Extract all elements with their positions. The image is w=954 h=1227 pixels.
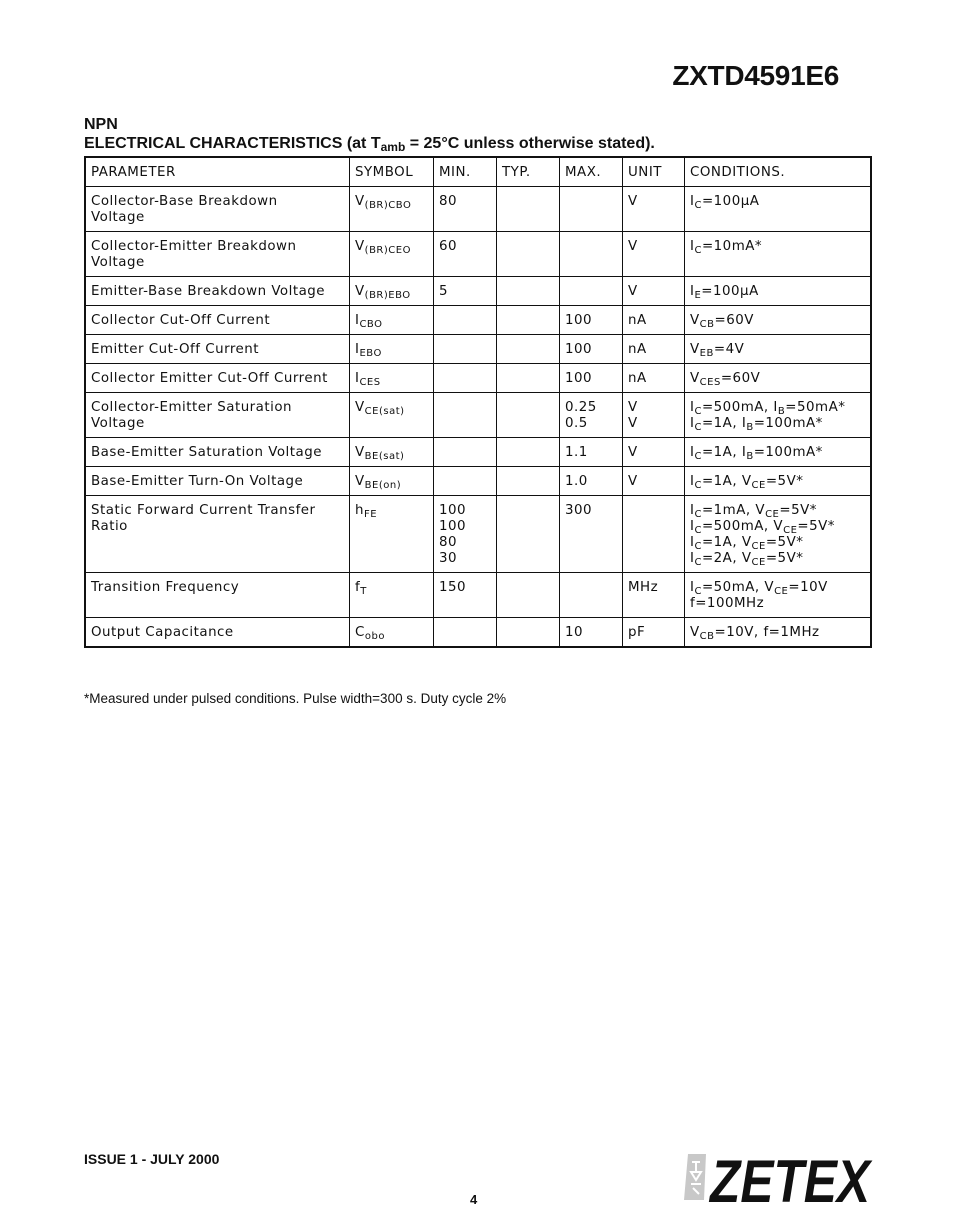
min-cell <box>434 335 497 364</box>
electrical-characteristics-table <box>84 156 872 648</box>
condition-text: =100μA <box>701 194 760 209</box>
conditions-cell <box>685 187 872 232</box>
condition-text: =4V <box>713 342 745 357</box>
section-heading <box>84 115 655 153</box>
symbol-cell <box>350 335 434 364</box>
table-row <box>85 467 871 496</box>
condition-subscript: C <box>694 422 702 433</box>
min-cell: 80 <box>434 187 497 232</box>
condition-subscript: C <box>694 557 702 568</box>
symbol-subscript: (BR)CBO <box>364 200 412 211</box>
condition-text: =1A, V <box>701 474 752 489</box>
unit-cell: V V <box>623 393 685 438</box>
symbol-letter: C <box>355 625 365 640</box>
condition-text: V <box>690 625 700 640</box>
typ-cell <box>497 277 560 306</box>
condition-text: I <box>690 503 695 518</box>
symbol-cell <box>350 467 434 496</box>
symbol-letter: I <box>355 371 360 386</box>
max-cell: 10 <box>560 618 623 648</box>
symbol-letter: V <box>355 445 365 460</box>
conditions-cell <box>685 232 872 277</box>
condition-text: I <box>690 445 695 460</box>
typ-cell <box>497 573 560 618</box>
table-row <box>85 277 871 306</box>
unit-cell: nA <box>623 306 685 335</box>
parameter-cell: Collector-Base Breakdown Voltage <box>85 187 350 232</box>
unit-cell: pF <box>623 618 685 648</box>
unit-cell <box>623 496 685 573</box>
condition-text: =5V* <box>797 519 836 534</box>
min-cell: 150 <box>434 573 497 618</box>
symbol-subscript: CBO <box>359 319 383 330</box>
condition-subscript: C <box>694 245 702 256</box>
typ-cell <box>497 393 560 438</box>
condition-text: =50mA* <box>785 400 846 415</box>
unit-cell: V <box>623 438 685 467</box>
condition-text: I <box>690 416 695 431</box>
symbol-subscript: CE(sat) <box>364 406 405 417</box>
symbol-subscript: (BR)EBO <box>364 290 411 301</box>
condition-text: I <box>690 474 695 489</box>
min-cell <box>434 438 497 467</box>
parameter-cell: Collector-Emitter Saturation Voltage <box>85 393 350 438</box>
unit-cell: V <box>623 277 685 306</box>
condition-text: =2A, V <box>701 551 752 566</box>
footnote: *Measured under pulsed conditions. Pulse width=300 s. Duty cycle 2% <box>84 691 507 706</box>
symbol-letter: V <box>355 239 365 254</box>
max-cell: 1.1 <box>560 438 623 467</box>
header-max: MAX. <box>560 157 623 187</box>
unit-cell: V <box>623 467 685 496</box>
conditions-cell <box>685 393 872 438</box>
condition-subscript: B <box>746 422 754 433</box>
unit-cell: MHz <box>623 573 685 618</box>
symbol-letter: h <box>355 503 364 518</box>
table-row <box>85 573 871 618</box>
condition-text: =5V* <box>779 503 817 518</box>
parameter-cell: Transition Frequency <box>85 573 350 618</box>
min-cell <box>434 364 497 393</box>
symbol-subscript: obo <box>364 631 385 642</box>
header-symbol: SYMBOL <box>350 157 434 187</box>
condition-subscript: C <box>694 509 702 520</box>
parameter-cell: Static Forward Current Transfer Ratio <box>85 496 350 573</box>
parameter-cell: Emitter Cut-Off Current <box>85 335 350 364</box>
symbol-subscript: FE <box>364 509 378 520</box>
part-number: ZXTD4591E6 <box>672 60 839 91</box>
condition-subscript: CE <box>765 509 780 520</box>
condition-text: =10mA* <box>701 239 763 254</box>
max-cell: 0.25 0.5 <box>560 393 623 438</box>
table-body <box>85 187 871 648</box>
condition-subscript: C <box>694 525 702 536</box>
typ-cell <box>497 335 560 364</box>
condition-text: I <box>690 519 695 534</box>
parameter-cell: Collector-Emitter Breakdown Voltage <box>85 232 350 277</box>
issue-date: ISSUE 1 - JULY 2000 <box>84 1151 220 1167</box>
condition-text: =60V <box>720 371 761 386</box>
parameter-cell: Emitter-Base Breakdown Voltage <box>85 277 350 306</box>
table-row <box>85 187 871 232</box>
parameter-cell: Output Capacitance <box>85 618 350 648</box>
typ-cell <box>497 618 560 648</box>
conditions-cell <box>685 277 872 306</box>
condition-text: f=100MHz <box>690 596 765 611</box>
condition-text: =10V, f=1MHz <box>714 625 820 640</box>
condition-subscript: C <box>694 541 702 552</box>
condition-subscript: B <box>777 406 786 417</box>
condition-text: I <box>690 535 695 550</box>
condition-text: =5V* <box>765 535 804 550</box>
condition-text: V <box>690 371 700 386</box>
table-header-row <box>85 157 871 187</box>
condition-subscript: CE <box>751 480 766 491</box>
condition-subscript: C <box>694 451 702 462</box>
header-unit: UNIT <box>623 157 685 187</box>
symbol-letter: f <box>355 580 361 595</box>
title-prefix: ELECTRICAL CHARACTERISTICS (at T <box>84 135 381 152</box>
typ-cell <box>497 306 560 335</box>
min-cell <box>434 306 497 335</box>
parameter-cell: Collector Cut-Off Current <box>85 306 350 335</box>
condition-text: =100mA* <box>753 416 823 431</box>
max-cell <box>560 277 623 306</box>
symbol-letter: V <box>355 474 365 489</box>
condition-subscript: B <box>746 451 754 462</box>
condition-text: =1mA, V <box>701 503 766 518</box>
min-cell <box>434 393 497 438</box>
zetex-logo <box>682 1148 874 1215</box>
condition-text: I <box>690 580 695 595</box>
table-row <box>85 364 871 393</box>
condition-text: =50mA, V <box>701 580 775 595</box>
symbol-subscript: (BR)CEO <box>364 245 411 256</box>
header-conditions: CONDITIONS. <box>685 157 872 187</box>
condition-text: =100mA* <box>753 445 823 460</box>
condition-subscript: CES <box>699 377 721 388</box>
header-min: MIN. <box>434 157 497 187</box>
table-row <box>85 335 871 364</box>
condition-text: =1A, I <box>701 416 747 431</box>
symbol-letter: V <box>355 284 365 299</box>
condition-text: =1A, V <box>701 535 752 550</box>
conditions-cell <box>685 618 872 648</box>
min-cell <box>434 467 497 496</box>
symbol-subscript: T <box>360 586 367 597</box>
symbol-cell <box>350 393 434 438</box>
unit-cell: nA <box>623 364 685 393</box>
table-row <box>85 393 871 438</box>
conditions-cell <box>685 306 872 335</box>
symbol-cell <box>350 438 434 467</box>
conditions-cell <box>685 573 872 618</box>
condition-subscript: C <box>694 200 702 211</box>
min-cell: 5 <box>434 277 497 306</box>
symbol-letter: V <box>355 400 365 415</box>
condition-text: =500mA, I <box>701 400 778 415</box>
symbol-letter: I <box>355 342 360 357</box>
condition-subscript: CE <box>751 541 766 552</box>
unit-cell: nA <box>623 335 685 364</box>
symbol-cell <box>350 306 434 335</box>
min-cell: 100 100 80 30 <box>434 496 497 573</box>
typ-cell <box>497 232 560 277</box>
logo-emblem <box>684 1154 706 1200</box>
condition-text: I <box>690 239 695 254</box>
condition-text: =100μA <box>701 284 759 299</box>
table-row <box>85 618 871 648</box>
title-subscript: amb <box>380 140 406 154</box>
min-cell <box>434 618 497 648</box>
symbol-letter: V <box>355 194 365 209</box>
condition-subscript: CB <box>699 319 715 330</box>
symbol-cell <box>350 187 434 232</box>
condition-text: V <box>690 313 700 328</box>
symbol-subscript: BE(on) <box>364 480 402 491</box>
typ-cell <box>497 496 560 573</box>
parameter-cell: Collector Emitter Cut-Off Current <box>85 364 350 393</box>
symbol-cell <box>350 573 434 618</box>
symbol-subscript: EBO <box>359 348 382 359</box>
condition-text: =1A, I <box>701 445 747 460</box>
table-row <box>85 232 871 277</box>
conditions-cell <box>685 335 872 364</box>
symbol-letter: I <box>355 313 360 328</box>
table-row <box>85 496 871 573</box>
condition-subscript: C <box>694 406 702 417</box>
table-row <box>85 306 871 335</box>
condition-subscript: C <box>694 480 702 491</box>
condition-text: I <box>690 551 695 566</box>
max-cell: 300 <box>560 496 623 573</box>
typ-cell <box>497 364 560 393</box>
typ-cell <box>497 187 560 232</box>
condition-text: I <box>690 284 695 299</box>
condition-subscript: CE <box>783 525 798 536</box>
condition-subscript: E <box>694 290 702 301</box>
condition-subscript: CE <box>774 586 789 597</box>
logo-wordmark: ZETEX <box>708 1148 874 1215</box>
min-cell: 60 <box>434 232 497 277</box>
symbol-cell <box>350 364 434 393</box>
unit-cell: V <box>623 187 685 232</box>
condition-text: =60V <box>714 313 754 328</box>
page-number: 4 <box>470 1192 478 1207</box>
condition-text: =500mA, V <box>701 519 784 534</box>
max-cell: 100 <box>560 306 623 335</box>
parameter-cell: Base-Emitter Turn-On Voltage <box>85 467 350 496</box>
unit-cell: V <box>623 232 685 277</box>
conditions-cell <box>685 467 872 496</box>
typ-cell <box>497 467 560 496</box>
header-typ: TYP. <box>497 157 560 187</box>
parameter-cell: Base-Emitter Saturation Voltage <box>85 438 350 467</box>
condition-subscript: C <box>694 586 702 597</box>
condition-subscript: CB <box>699 631 715 642</box>
symbol-cell <box>350 277 434 306</box>
symbol-cell <box>350 618 434 648</box>
section-title <box>84 134 655 153</box>
condition-subscript: EB <box>699 348 714 359</box>
table-row <box>85 438 871 467</box>
symbol-cell <box>350 232 434 277</box>
condition-text: I <box>690 400 695 415</box>
condition-text: =5V* <box>765 551 804 566</box>
condition-text: I <box>690 194 695 209</box>
title-suffix: = 25°C unless otherwise stated). <box>405 135 655 152</box>
header-parameter: PARAMETER <box>85 157 350 187</box>
condition-text: =5V* <box>765 474 804 489</box>
conditions-cell <box>685 438 872 467</box>
symbol-cell <box>350 496 434 573</box>
max-cell <box>560 232 623 277</box>
max-cell: 100 <box>560 364 623 393</box>
max-cell: 1.0 <box>560 467 623 496</box>
symbol-subscript: CES <box>359 377 381 388</box>
condition-subscript: CE <box>751 557 766 568</box>
max-cell: 100 <box>560 335 623 364</box>
condition-text: V <box>690 342 700 357</box>
condition-text: =10V <box>788 580 828 595</box>
max-cell <box>560 573 623 618</box>
conditions-cell <box>685 496 872 573</box>
max-cell <box>560 187 623 232</box>
polarity-label: NPN <box>84 116 118 133</box>
typ-cell <box>497 438 560 467</box>
symbol-subscript: BE(sat) <box>364 451 405 462</box>
conditions-cell <box>685 364 872 393</box>
